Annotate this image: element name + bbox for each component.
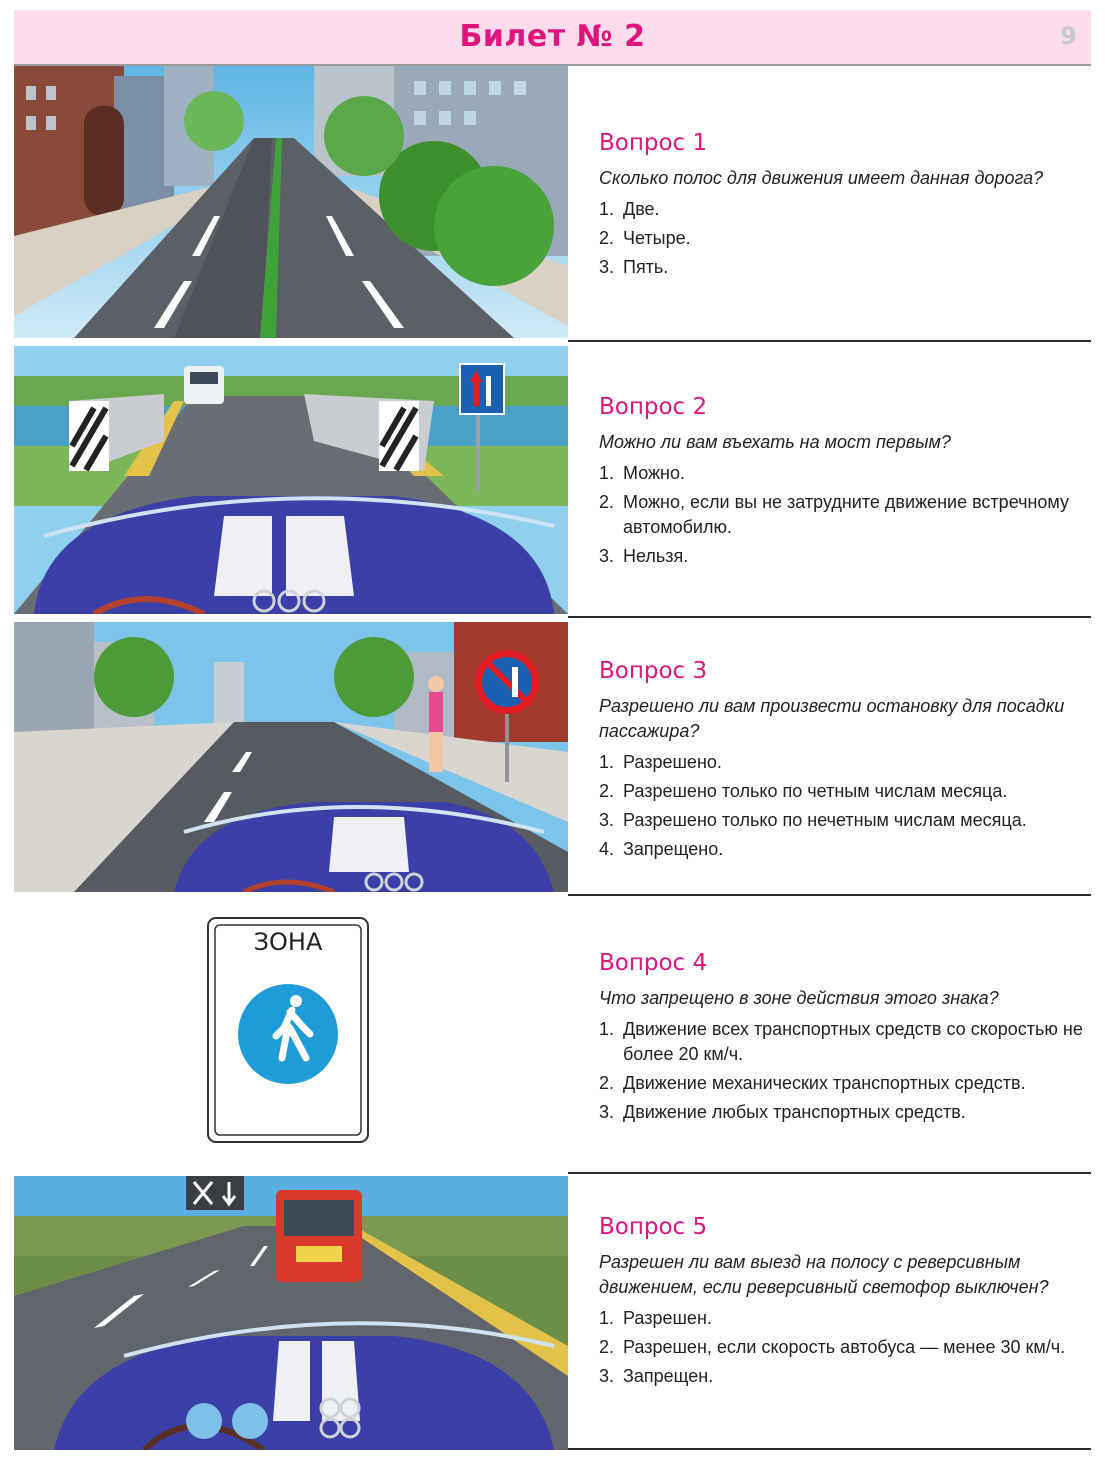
answer-text: Движение механических транспортных средств.	[623, 1073, 1026, 1093]
question-5-row	[14, 1176, 1091, 1452]
question-title: Вопрос 5	[599, 1214, 708, 1240]
ticket-title: Билет № 2	[459, 19, 646, 54]
question-text: Что запрещено в зоне действия этого знака?	[599, 988, 999, 1008]
answer-option[interactable]	[599, 750, 1089, 775]
answer-text: Две.	[623, 199, 660, 219]
answer-text: Запрещен.	[623, 1366, 714, 1386]
answer-text: Разрешено только по нечетным числам месяца.	[623, 810, 1027, 830]
city-road-illustration	[14, 66, 568, 338]
divider	[568, 1172, 1091, 1174]
answer-option[interactable]	[599, 255, 1089, 280]
divider	[568, 894, 1091, 896]
answer-number: 3.	[599, 810, 615, 830]
question-text: Разрешен ли вам выезд на полосу с реверсивным движением, если реверсивный светофор выключен?	[599, 1252, 1049, 1297]
answer-text: Разрешено.	[623, 752, 722, 772]
answer-list	[599, 1017, 1089, 1125]
question-2	[599, 394, 1089, 573]
sign-label: ЗОНА	[253, 928, 323, 956]
page-number: 9	[1060, 22, 1077, 50]
answer-text: Разрешено только по четным числам месяца.	[623, 781, 1008, 801]
answer-option[interactable]	[599, 1335, 1089, 1360]
answer-option[interactable]	[599, 1306, 1089, 1331]
question-title: Вопрос 1	[599, 130, 708, 156]
answer-number: 2.	[599, 1337, 615, 1357]
answer-number: 1.	[599, 1019, 615, 1039]
answer-number: 1.	[599, 199, 615, 219]
answer-text: Движение любых транспортных средств.	[623, 1102, 966, 1122]
answer-list	[599, 750, 1089, 862]
answer-number: 1.	[599, 1308, 615, 1328]
answer-text: Движение всех транспортных средств со скоростью не более 20 км/ч.	[623, 1019, 1083, 1064]
answer-number: 1.	[599, 752, 615, 772]
question-title: Вопрос 2	[599, 394, 708, 420]
question-1-row	[14, 66, 1091, 342]
answer-option[interactable]	[599, 1017, 1089, 1067]
question-title: Вопрос 3	[599, 658, 708, 684]
answer-number: 2.	[599, 781, 615, 801]
answer-list	[599, 197, 1089, 280]
answer-number: 3.	[599, 546, 615, 566]
answer-number: 4.	[599, 839, 615, 859]
question-5	[599, 1214, 1089, 1393]
question-text: Можно ли вам въехать на мост первым?	[599, 432, 951, 452]
answer-number: 2.	[599, 1073, 615, 1093]
answer-text: Можно, если вы не затрудните движение встречному автомобилю.	[623, 492, 1070, 537]
pedestrian-zone-sign	[14, 898, 568, 1174]
page-header	[14, 10, 1091, 66]
divider	[568, 340, 1091, 342]
reversible-lane-illustration	[14, 1176, 568, 1450]
answer-option[interactable]	[599, 1364, 1089, 1389]
answer-text: Запрещено.	[623, 839, 724, 859]
answer-option[interactable]	[599, 1100, 1089, 1125]
answer-text: Четыре.	[623, 228, 691, 248]
answer-text: Нельзя.	[623, 546, 689, 566]
question-text: Разрешено ли вам произвести остановку для посадки пассажира?	[599, 696, 1065, 741]
question-title: Вопрос 4	[599, 950, 708, 976]
answer-option[interactable]	[599, 490, 1089, 540]
question-4-row	[14, 898, 1091, 1174]
answer-number: 3.	[599, 257, 615, 277]
answer-option[interactable]	[599, 197, 1089, 222]
no-stopping-road-illustration	[14, 622, 568, 892]
answer-option[interactable]	[599, 544, 1089, 569]
divider	[568, 616, 1091, 618]
question-text: Сколько полос для движения имеет данная дорога?	[599, 168, 1044, 188]
answer-text: Пять.	[623, 257, 669, 277]
answer-text: Разрешен, если скорость автобуса — менее 30 км/ч.	[623, 1337, 1066, 1357]
answer-number: 3.	[599, 1102, 615, 1122]
question-3	[599, 658, 1089, 866]
answer-number: 3.	[599, 1366, 615, 1386]
question-1	[599, 130, 1089, 284]
answer-number: 2.	[599, 492, 615, 512]
question-2-row	[14, 346, 1091, 618]
answer-text: Можно.	[623, 463, 685, 483]
question-4	[599, 950, 1089, 1129]
answer-option[interactable]	[599, 808, 1089, 833]
divider	[568, 1448, 1091, 1450]
answer-number: 2.	[599, 228, 615, 248]
answer-option[interactable]	[599, 226, 1089, 251]
answer-option[interactable]	[599, 461, 1089, 486]
answer-text: Разрешен.	[623, 1308, 712, 1328]
answer-option[interactable]	[599, 837, 1089, 862]
answer-list	[599, 461, 1089, 569]
answer-list	[599, 1306, 1089, 1389]
bridge-road-illustration	[14, 346, 568, 614]
answer-option[interactable]	[599, 1071, 1089, 1096]
answer-option[interactable]	[599, 779, 1089, 804]
answer-number: 1.	[599, 463, 615, 483]
question-3-row	[14, 622, 1091, 896]
